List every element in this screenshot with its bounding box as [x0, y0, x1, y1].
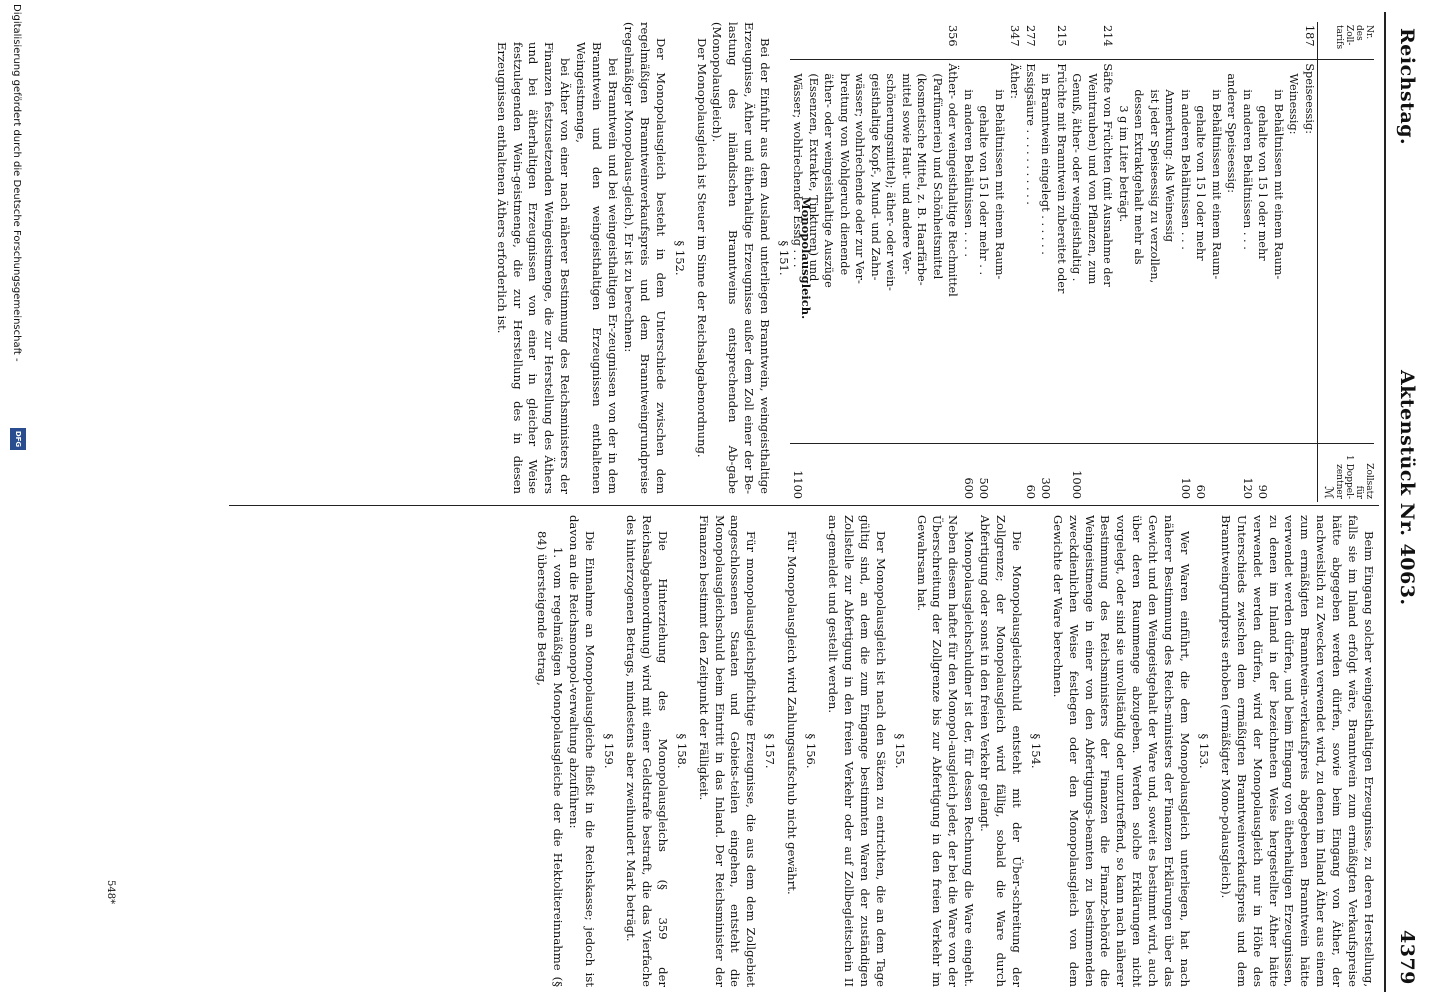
tariff-number: [1255, 22, 1271, 60]
tariff-number: [1069, 22, 1085, 60]
table-row: [945, 22, 961, 502]
tariff-item: [1255, 60, 1271, 444]
tariff-item-text: in anderen Behältnissen . . .: [1179, 89, 1192, 250]
tariff-item: [1286, 60, 1302, 444]
section-158: § 158.: [674, 733, 689, 769]
table-row: [1302, 22, 1318, 502]
tariff-number: [821, 22, 837, 60]
section-151: § 151.: [777, 240, 792, 276]
para-152-3: bei Äther von einer nach näherer Bestimmung des Reichsministers der Finanzen festzusetzenden Weingeistmenge, die zur Herstellung des Äthers und bei ätherhaltigen Erzeugnissen von einer in gleicher Weise festzulegenden Wein-geistmenge, die zur Herstellung des in diesen Erzeugnissen enthaltenen Äthers erforderlich ist.: [494, 42, 573, 494]
tariff-item-text: Anmerkung: Als Weinessig: [1163, 89, 1177, 243]
tariff-duty: 300: [1039, 477, 1053, 499]
left-text-column: [493, 22, 819, 494]
tariff-item-text: gehalte von 15 l oder mehr: [1194, 105, 1208, 261]
tariff-duty: 500: [977, 477, 991, 499]
tariff-item-text: dessen Extraktgehalt mehr als: [1132, 89, 1146, 265]
table-row: [976, 22, 992, 502]
tariff-item-text: Weinessig:: [1287, 73, 1301, 135]
col-item-header: [1318, 60, 1375, 444]
tariff-duty: [852, 443, 868, 502]
tariff-item: [883, 60, 899, 444]
dfg-logo: DFG: [10, 428, 26, 450]
tariff-item: [976, 60, 992, 444]
para-157: Für monopolausgleichspflichtige Erzeugnisse, die aus dem dem Zollgebiet angeschlossenen Staaten und Gebiets-teilen eingehen, entsteht die Monopolausgleichschuld beim Eintritt in das Inland. Der Reichsminister der Finanzen bestimmt den Zeitpunkt der Fälligkeit.: [696, 515, 759, 987]
tariff-item-text: in Branntwein eingelegt . . . . . .: [1039, 73, 1053, 255]
digitization-text: Digitalisierung gefördert durch die Deutsche Forschungsgemeinschaft -: [11, 4, 22, 362]
tariff-item-text: mittel sowie Haut- und andere Ver-: [900, 73, 913, 275]
tariff-duty: 1100: [791, 470, 805, 499]
tariff-duty: [930, 443, 946, 502]
tariff-item-text: Speiseessig:: [1303, 63, 1316, 134]
section-heading: Monopolausgleich.: [799, 196, 813, 320]
tariff-item: [1007, 60, 1023, 444]
tariff-duty: [1271, 443, 1287, 502]
tariff-item: [821, 60, 837, 444]
tariff-header-row: [1318, 22, 1375, 502]
col-duty-line1: Zollsatz für: [1354, 463, 1374, 499]
tariff-number: [1224, 22, 1240, 60]
table-row: [1178, 22, 1194, 502]
table-row: [1007, 22, 1023, 502]
tariff-item-text: schönerungsmittel); äther- oder wein-: [884, 73, 898, 291]
tariff-number: [899, 22, 915, 60]
para-152-2: bei Branntwein und bei weingeisthaltigen Er-zeugnissen von der in dem Branntwein und den weingeisthaltigen Erzeugnissen enthaltenen Weingeistmenge,: [574, 42, 621, 494]
tariff-table-wrap: [790, 22, 1374, 502]
table-row: [899, 22, 915, 502]
tariff-duty: [1085, 443, 1101, 502]
table-row: [868, 22, 884, 502]
tariff-item: [868, 60, 884, 444]
tariff-number: [976, 22, 992, 60]
table-row: [1131, 22, 1147, 502]
tariff-duty: 1000: [1070, 470, 1084, 499]
tariff-number: [1147, 22, 1163, 60]
table-row: [1038, 22, 1054, 502]
tariff-table: [790, 22, 1374, 502]
tariff-item-text: Äther:: [1008, 63, 1022, 99]
tariff-item-text: Weintrauben) und von Pflanzen, zum: [1086, 73, 1099, 285]
table-row: [1224, 22, 1240, 502]
table-row: [1085, 22, 1101, 502]
tariff-item-text: Äther- oder weingeisthaltige Riechmittel: [946, 63, 960, 297]
tariff-number: [868, 22, 884, 60]
tariff-duty: [1116, 443, 1132, 502]
digitization-credit: [11, 4, 22, 424]
table-row: [1100, 22, 1116, 502]
tariff-item-text: (Parfümerien) und Schönheitsmittel: [931, 73, 944, 280]
tariff-number: [883, 22, 899, 60]
right-text-column: [534, 515, 1376, 987]
tariff-item: [1038, 60, 1054, 444]
tariff-item-text: in Behältnissen mit einem Raum-: [993, 89, 1006, 280]
tariff-item: [1240, 60, 1256, 444]
tariff-item: [1054, 60, 1070, 444]
para-151-2: Der Monopolausgleich ist Steuer im Sinne der Reichsabgabenordnung.: [694, 38, 709, 458]
table-row: [1255, 22, 1271, 502]
table-row: [1193, 22, 1209, 502]
tariff-item: [1131, 60, 1147, 444]
tariff-item: [1023, 60, 1039, 444]
section-152: § 152.: [672, 240, 687, 276]
table-row: [1023, 22, 1039, 502]
tariff-duty: 100: [1179, 477, 1192, 499]
tariff-item: [961, 60, 977, 444]
tariff-duty: 120: [1241, 477, 1254, 499]
tariff-item-text: in anderen Behältnissen . . . .: [962, 89, 975, 257]
tariff-number: [930, 22, 946, 60]
tariff-number: [1162, 22, 1178, 60]
section-155: § 155.: [892, 733, 907, 769]
tariff-item-text: Früchte mit Branntwein zubereitet oder: [1055, 63, 1068, 294]
tariff-item-text: in anderen Behältnissen . . .: [1241, 89, 1254, 250]
col-duty-unit: ℳ: [1322, 486, 1336, 499]
section-157: § 157.: [763, 733, 778, 769]
para-159-2: 1. vom regelmäßigen Monopolausgleiche der die Hektolitereinnahme (§ 84) übersteigende Betrag,: [535, 531, 566, 987]
col-duty-line2: 1 Doppel-: [1344, 455, 1354, 499]
tariff-item-text: (kosmetische Mittel, z. B. Haarfärbe-: [915, 73, 929, 286]
table-row: [1069, 22, 1085, 502]
tariff-item-text: Genuß, äther- oder weingeisthaltig .: [1070, 73, 1084, 282]
tariff-item: [1116, 60, 1132, 444]
tariff-duty: [1286, 443, 1302, 502]
tariff-number: [1178, 22, 1194, 60]
tariff-item-text: gehalte von 15 l oder mehr: [1256, 105, 1270, 261]
tariff-item: [992, 60, 1008, 444]
tariff-number: [914, 22, 930, 60]
tariff-number: [1116, 22, 1132, 60]
tariff-duty: [945, 443, 961, 502]
tariff-item-text: ist jeder Speiseessig zu verzollen,: [1148, 89, 1161, 284]
tariff-item-text: 3 g im Liter beträgt.: [1117, 105, 1130, 223]
tariff-item: [1193, 60, 1209, 444]
tariff-item: [1302, 60, 1318, 444]
tariff-item-text: breitung von Wohlgeruch dienende: [838, 73, 851, 276]
tariff-number: 215: [1054, 22, 1070, 60]
section-159: § 159.: [602, 733, 617, 769]
tariff-item-text: (Essenzen, Extrakte, Tinkturen) und: [807, 73, 820, 282]
tariff-item: [930, 60, 946, 444]
col-duty-line3: zentner: [1334, 464, 1344, 499]
table-row: [961, 22, 977, 502]
col-duty-header: [1318, 443, 1375, 502]
page-number: 4379: [1396, 930, 1418, 985]
para-155: Der Monopolausgleich ist nach den Sätzen zu entrichten, die an dem Tage gültig sind, an dem die zum Eingange bestimmten Waren der zuständigen Zollstelle zur Abfertigung in den freien Verkehr oder auf Zollbegleitschein II an-gemeldet und gestellt werden.: [826, 515, 888, 987]
tariff-number: [1085, 22, 1101, 60]
tariff-number: 356: [945, 22, 961, 60]
tariff-duty: [1224, 443, 1240, 502]
table-row: [1116, 22, 1132, 502]
table-row: [1147, 22, 1163, 502]
tariff-item-text: gehalte von 15 l oder mehr . .: [977, 105, 991, 276]
tariff-item: [1085, 60, 1101, 444]
para-159-1: Die Einnahme an Monopolausgleiche fließt in die Reichskasse; jedoch ist davon an die Reichsmonopol-verwaltung abzuführen:: [567, 515, 598, 987]
tariff-item: [852, 60, 868, 444]
tariff-number: [1209, 22, 1225, 60]
table-row: [992, 22, 1008, 502]
tariff-item-text: geisthaltige Kopf-, Mund- und Zahn-: [869, 73, 882, 281]
col-nr-header: Nr. des Zoll- tarifs: [1318, 22, 1375, 60]
table-row: [852, 22, 868, 502]
tariff-number: [852, 22, 868, 60]
tariff-number: [961, 22, 977, 60]
tariff-item-text: in Behältnissen mit einem Raum-: [1210, 89, 1223, 280]
tariff-item: [1224, 60, 1240, 444]
table-row: [883, 22, 899, 502]
para-158: Die Hinterziehung des Monopolausgleichs (§ 359 der Reichsabgabenordnung) wird mit einer Geldstrafe bestraft, die das Vierfache des hinterzogenen Betrags, mindestens aber zweihundert Mark beträgt.: [624, 515, 670, 987]
section-154: § 154.: [1028, 733, 1043, 769]
tariff-number: 277: [1023, 22, 1039, 60]
tariff-number: [1271, 22, 1287, 60]
table-row: [1162, 22, 1178, 502]
tariff-number: [1131, 22, 1147, 60]
table-row: [930, 22, 946, 502]
tariff-number: 347: [1007, 22, 1023, 60]
tariff-duty: [1147, 443, 1163, 502]
tariff-duty: [821, 443, 837, 502]
para-153: Wer Waren einführt, die dem Monopolausgleich unterliegen, hat nach näherer Bestimmung des Reichs-ministers der Finanzen Erklärungen über das Gewicht und den Weingeistgehalt der Ware und, soweit es bestimmt wird, auch über deren Raummenge abzugeben. Werden solche Erklärungen nicht vorgelegt, oder sind sie unvollständig oder unzutreffend, so kann nach näherer Bestimmung des Reichsministers der Finanzen die Finanz-behörde die Weingeistmenge in einer von den Abfertigungs-beamten zu bestimmenden zweckdienlichen Weise festlegen oder den Monopolausgleich von dem Gewichte der Ware berechnen.: [1050, 515, 1193, 987]
signature-mark: 548*: [105, 880, 116, 905]
table-row: [1054, 22, 1070, 502]
tariff-duty: 90: [1256, 484, 1270, 499]
tariff-item-text: äther- oder weingeisthaltige Auszüge: [822, 73, 836, 288]
tariff-number: [837, 22, 853, 60]
tariff-duty: [868, 443, 884, 502]
tariff-item: [1178, 60, 1194, 444]
header-rule: [1384, 12, 1386, 992]
section-156: § 156.: [804, 733, 819, 769]
table-row: [914, 22, 930, 502]
tariff-item: [914, 60, 930, 444]
tariff-duty: 600: [962, 477, 975, 499]
para-right-1: Beim Eingang solcher weingeisthaltigen Erzeugnisse, zu deren Herstellung, falls sie im Inland erfolgt wäre, Branntwein zum ermäßigten Verkaufspreise hätte abgegeben werden dürfen, sowie beim Eingang von Äther, der nachweislich zu Zwecken verwendet wird, zu denen im Inland Äther aus einem zum ermäßigten Branntwein-verkaufspreis abgegebenen Branntwein hätte verwendet werden dürfen, und beim Eingang von ätherhaltigen Erzeugnissen, zu denen im Inland in der bezeichneten Weise hergestellter Äther hätte verwendet werden dürfen, wird der Monopolausgleich nur in Höhe des Unterschieds zwischen dem ermäßigten Branntweinverkaufspreis und dem Branntweingrundpreis erhoben (ermäßigter Mono-polausgleich).: [1218, 515, 1376, 987]
tariff-duty: [1100, 443, 1116, 502]
para-154-1: Die Monopolausgleichschuld entsteht mit der Über-schreitung der Zollgrenze; der Monopolausgleich wird fällig, sobald die Ware durch Abfertigung oder sonst in den freien Verkehr gelangt.: [978, 515, 1024, 987]
tariff-duty: 60: [1024, 484, 1037, 499]
tariff-item: [1209, 60, 1225, 444]
tariff-item: [899, 60, 915, 444]
tariff-item-text: Wässer; wohlriechender Essig . . .: [791, 73, 805, 268]
tariff-item: [1162, 60, 1178, 444]
table-row: [821, 22, 837, 502]
tariff-duty: [1131, 443, 1147, 502]
column-divider: [229, 505, 1379, 506]
table-row: [837, 22, 853, 502]
tariff-duty: [914, 443, 930, 502]
tariff-number: 214: [1100, 22, 1116, 60]
tariff-item-text: anderer Speiseessig:: [1225, 73, 1239, 193]
tariff-duty: [1302, 443, 1318, 502]
tariff-number: [1240, 22, 1256, 60]
table-row: [1209, 22, 1225, 502]
table-row: [1286, 22, 1302, 502]
tariff-item: [945, 60, 961, 444]
tariff-number: 187: [1302, 22, 1318, 60]
tariff-duty: [1007, 443, 1023, 502]
section-153: § 153.: [1196, 733, 1211, 769]
tariff-duty: [1162, 443, 1178, 502]
table-row: [1271, 22, 1287, 502]
tariff-item-text: Essigsäure . . . . . . . . . . .: [1024, 63, 1037, 205]
tariff-duty: 60: [1194, 484, 1208, 499]
tariff-number: [1286, 22, 1302, 60]
header-left: Reichstag.: [1396, 28, 1418, 146]
para-154-2: Monopolausgleichschuldner ist der, für dessen Rechnung die Ware eingeht. Neben diesem haftet für den Monopol-ausgleich jeder, der bei die Ware von der Überschreitung der Zollgrenze bis zur Abfertigung in den freien Verkehr im Gewahrsam hat.: [914, 515, 977, 987]
tariff-item: [1147, 60, 1163, 444]
tariff-number: [1038, 22, 1054, 60]
table-row: [1240, 22, 1256, 502]
para-156: Für Monopolausgleich wird Zahlungsaufschub nicht gewährt.: [785, 531, 800, 895]
tariff-item: [837, 60, 853, 444]
tariff-duty: [883, 443, 899, 502]
tariff-item: [1100, 60, 1116, 444]
tariff-duty: [992, 443, 1008, 502]
tariff-number: [1193, 22, 1209, 60]
tariff-number: [992, 22, 1008, 60]
para-152-1: Der Monopolausgleich besteht in dem Unterschiede zwischen dem regelmäßigen Branntweinverkaufspreis und dem Branntweingrundpreise (regelmäßiger Monopolaus-gleich). Er ist zu berechnen:: [621, 22, 668, 494]
tariff-duty: [899, 443, 915, 502]
tariff-body: [790, 22, 1318, 502]
tariff-item-text: in Behältnissen mit einem Raum-: [1272, 89, 1285, 280]
tariff-item: [1069, 60, 1085, 444]
tariff-duty: [1209, 443, 1225, 502]
tariff-item-text: Säfte von Früchten (mit Ausnahme der: [1101, 63, 1115, 287]
header-title: Aktenstück Nr. 4063.: [1396, 370, 1418, 606]
tariff-item-text: wässer; wohlriechende oder zur Ver-: [853, 73, 867, 284]
tariff-item: [1271, 60, 1287, 444]
para-151-1: Bei der Einfuhr aus dem Ausland unterliegen Branntwein, weingeisthaltige Erzeugnisse, Äther und ätherhaltige Erzeugnisse außer dem Zoll einer der Be-lastung des inländischen Branntweins entsprechenden Ab-gabe (Monopolausgleich).: [710, 22, 773, 494]
tariff-duty: [1054, 443, 1070, 502]
tariff-duty: [837, 443, 853, 502]
